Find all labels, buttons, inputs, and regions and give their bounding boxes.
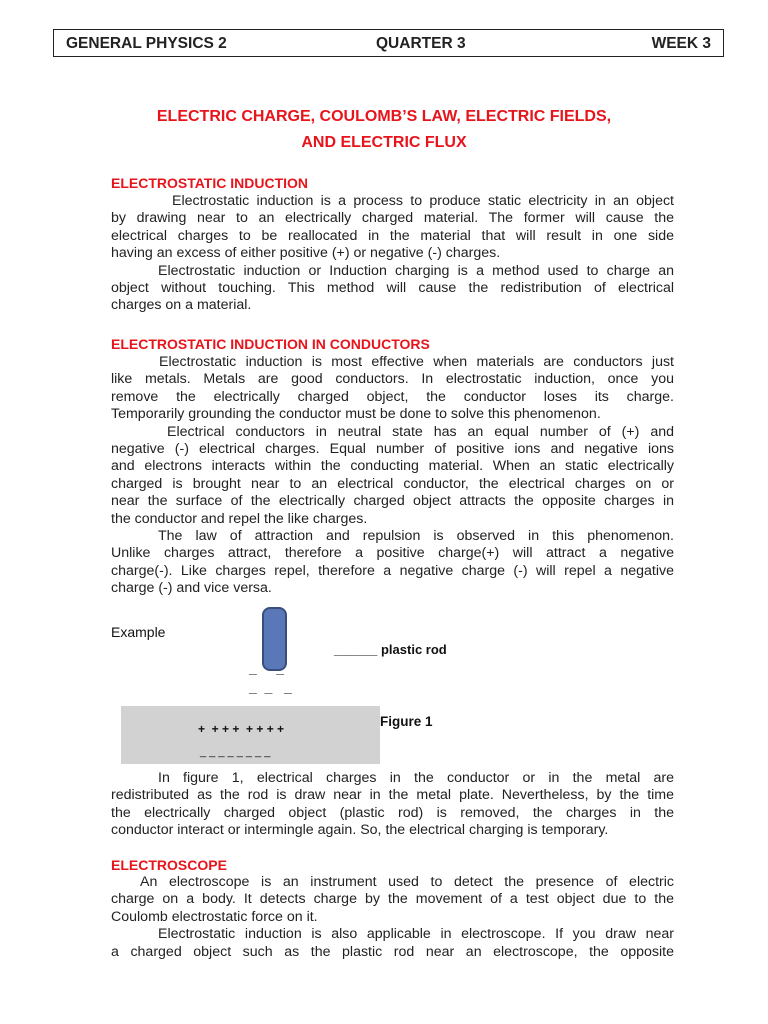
rod-charges-row2: _ _ _ — [249, 679, 292, 695]
text-line: near the surface of the electrically charged object attracts the opposite charges in — [111, 493, 674, 510]
section-heading-electroscope: ELECTROSCOPE — [111, 857, 227, 873]
text-line: The law of attraction and repulsion is observed in this phenomenon. — [158, 528, 674, 545]
text-line: An electroscope is an instrument used to detect the presence of electric — [140, 874, 674, 890]
text-line: by drawing near to an electrically charged material. The former will cause the — [111, 210, 674, 227]
text-line: like metals. Metals are good conductors. In electrostatic induction, once you — [111, 371, 674, 388]
text-line: Electrostatic induction is a process to produce static electricity in an object — [172, 193, 674, 209]
header-box — [53, 29, 724, 57]
text-line: charge(-). Like charges repel, therefore a negative charge (-) will repel a negative — [111, 562, 674, 579]
page-title-line1: ELECTRIC CHARGE, COULOMB’S LAW, ELECTRIC FIELDS, — [156, 108, 612, 125]
text-line: having an excess of either positive (+) or negative (-) charges. — [111, 245, 501, 262]
section-heading-conductors: ELECTROSTATIC INDUCTION IN CONDUCTORS — [111, 336, 430, 352]
text-line: charged is brought near to an electrical conductor, the electrical charges on or — [111, 475, 674, 492]
text-line: Electrical conductors in neutral state has an equal number of (+) and — [167, 423, 674, 440]
figure-explanation — [111, 770, 674, 840]
text-line: redistributed as the rod is draw near in the metal plate. Nevertheless, by the time — [111, 787, 674, 804]
text-line: Electrostatic induction is also applicable in electroscope. If you draw near — [158, 926, 674, 943]
text-line: remove the electrically charged object, the conductor loses its charge. — [111, 388, 674, 405]
header-quarter: QUARTER 3 — [376, 35, 466, 52]
text-line: a charged object such as the plastic rod near an electroscope, the opposite — [111, 943, 674, 960]
section-body-induction — [111, 193, 674, 315]
section-body-electroscope — [111, 874, 674, 961]
text-line: In figure 1, electrical charges in the conductor or in the metal are — [158, 770, 674, 786]
example-label: Example — [111, 624, 166, 640]
text-line: object without touching. This method will cause the redistribution of electrical — [111, 280, 674, 297]
text-line: Temporarily grounding the conductor must be done to solve this phenomenon. — [111, 406, 601, 423]
rod-charges-row1: _ _ — [249, 660, 285, 676]
text-line: Electrostatic induction or Induction charging is a method used to charge an — [158, 262, 674, 279]
text-line: the conductor and repel the like charges. — [111, 510, 368, 527]
plastic-rod-label: ______ plastic rod — [334, 642, 447, 657]
page-title-line2: AND ELECTRIC FLUX — [301, 134, 467, 151]
header-subject: GENERAL PHYSICS 2 — [66, 35, 227, 52]
text-line: charge (-) and vice versa. — [111, 580, 272, 597]
header-week: WEEK 3 — [651, 35, 711, 52]
text-line: charges on a material. — [111, 297, 252, 314]
text-line: the electrically charged object (plastic rod) is removed, the charges in the — [111, 804, 674, 821]
text-line: Coulomb electrostatic force on it. — [111, 908, 318, 925]
section-heading-induction: ELECTROSTATIC INDUCTION — [111, 175, 309, 191]
section-body-conductors — [111, 354, 674, 598]
text-line: Unlike charges attract, therefore a positive charge(+) will attract a negative — [111, 545, 674, 562]
text-line: Electrostatic induction is most effective when materials are conductors just — [159, 354, 674, 370]
text-line: negative (-) electrical charges. Equal number of positive ions and negative ions — [111, 441, 674, 458]
text-line: charge on a body. It detects charge by the movement of a test object due to the — [111, 891, 674, 908]
text-line: electrical charges to be reallocated in the material that will result in one side — [111, 227, 674, 244]
text-line: conductor interact or intermingle again. So, the electrical charging is temporary. — [111, 822, 609, 839]
figure-caption: Figure 1 — [380, 714, 433, 729]
plate-positive-charges: + + + + + + + + — [198, 722, 285, 736]
text-line: and electrons interacts within the conducting material. When an static electrically — [111, 458, 674, 475]
plate-negative-charges: _ _ _ _ _ _ _ _ — [200, 746, 271, 758]
